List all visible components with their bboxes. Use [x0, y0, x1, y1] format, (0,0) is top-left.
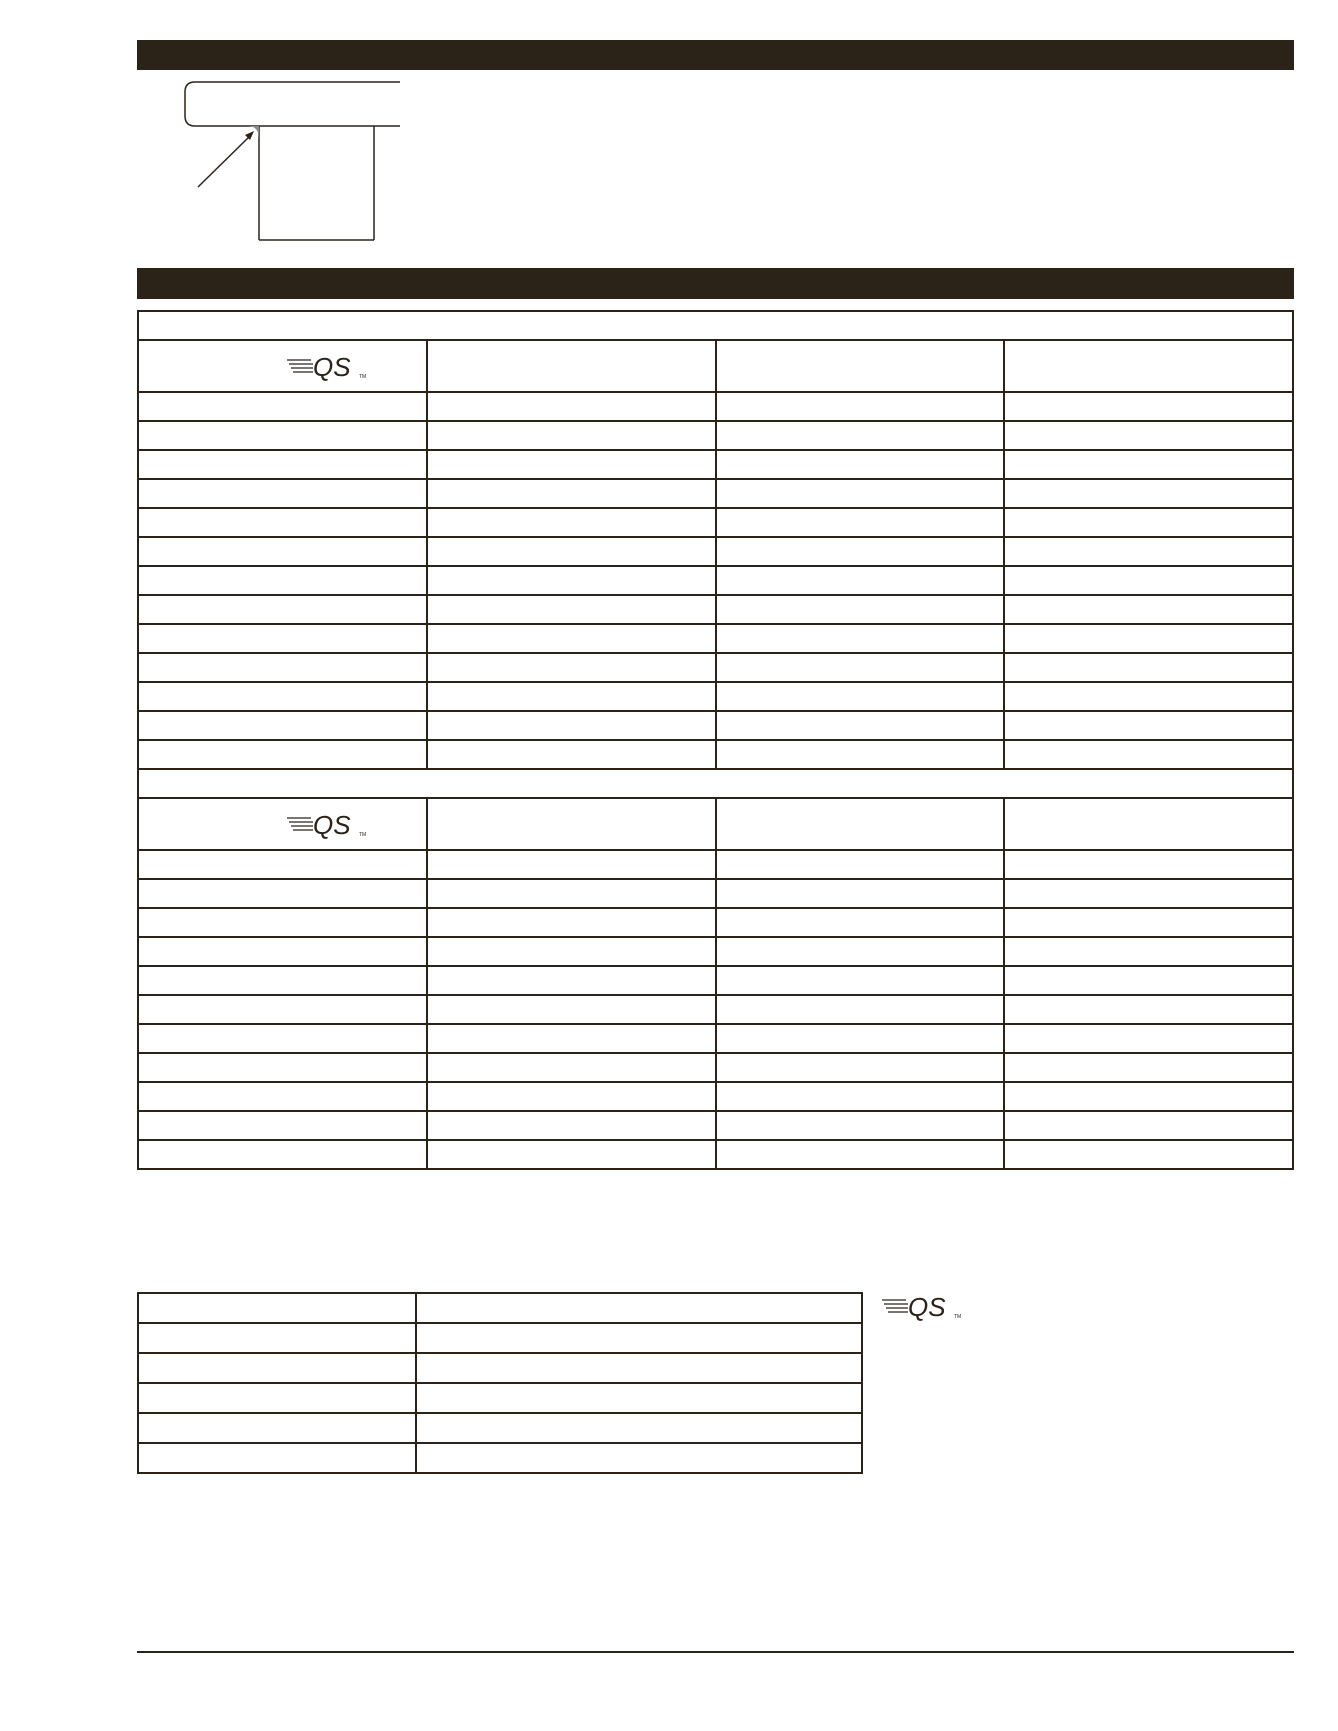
qs-logo-cell	[138, 340, 427, 392]
table-row	[138, 966, 1293, 995]
table-row	[138, 711, 1293, 740]
table-row	[138, 1293, 862, 1323]
qs-logo-icon	[882, 1290, 967, 1322]
table-row	[138, 566, 1293, 595]
table-row	[138, 1443, 862, 1473]
svg-text:QS: QS	[313, 352, 351, 382]
table-row	[138, 1024, 1293, 1053]
svg-text:QS: QS	[908, 1292, 946, 1322]
svg-text:TM: TM	[359, 832, 367, 838]
table-row	[138, 392, 1293, 421]
fillet-diagram	[175, 80, 405, 245]
header-bar-spec	[137, 268, 1294, 299]
column-header-row	[138, 340, 1293, 392]
column-header-row	[138, 798, 1293, 850]
table-row	[138, 1413, 862, 1443]
table-row	[138, 1323, 862, 1353]
svg-text:TM: TM	[954, 1314, 962, 1320]
table-row	[138, 1353, 862, 1383]
svg-text:QS: QS	[313, 810, 351, 840]
table-row	[138, 537, 1293, 566]
table-row	[138, 879, 1293, 908]
table-row	[138, 937, 1293, 966]
table-row	[138, 595, 1293, 624]
section-header-row	[138, 769, 1293, 798]
table-row	[138, 624, 1293, 653]
footer-rule	[137, 1651, 1294, 1653]
table-row	[138, 682, 1293, 711]
section-header-row	[138, 311, 1293, 340]
qs-logo-icon	[287, 808, 372, 840]
table-row	[138, 1140, 1293, 1169]
header-bar-top	[137, 40, 1294, 70]
table-row	[138, 508, 1293, 537]
table-row	[138, 850, 1293, 879]
table-row	[138, 1383, 862, 1413]
table-row	[138, 995, 1293, 1024]
table-row	[138, 421, 1293, 450]
table-row	[138, 1111, 1293, 1140]
table-row	[138, 740, 1293, 769]
table-row	[138, 908, 1293, 937]
table-row	[138, 479, 1293, 508]
spec-table	[137, 310, 1294, 1170]
table-row	[138, 450, 1293, 479]
table-row	[138, 653, 1293, 682]
table-row	[138, 1082, 1293, 1111]
summary-table	[137, 1292, 863, 1474]
qs-logo-icon	[287, 350, 372, 382]
table-row	[138, 1053, 1293, 1082]
qs-logo-cell	[138, 798, 427, 850]
svg-text:TM: TM	[359, 374, 367, 380]
